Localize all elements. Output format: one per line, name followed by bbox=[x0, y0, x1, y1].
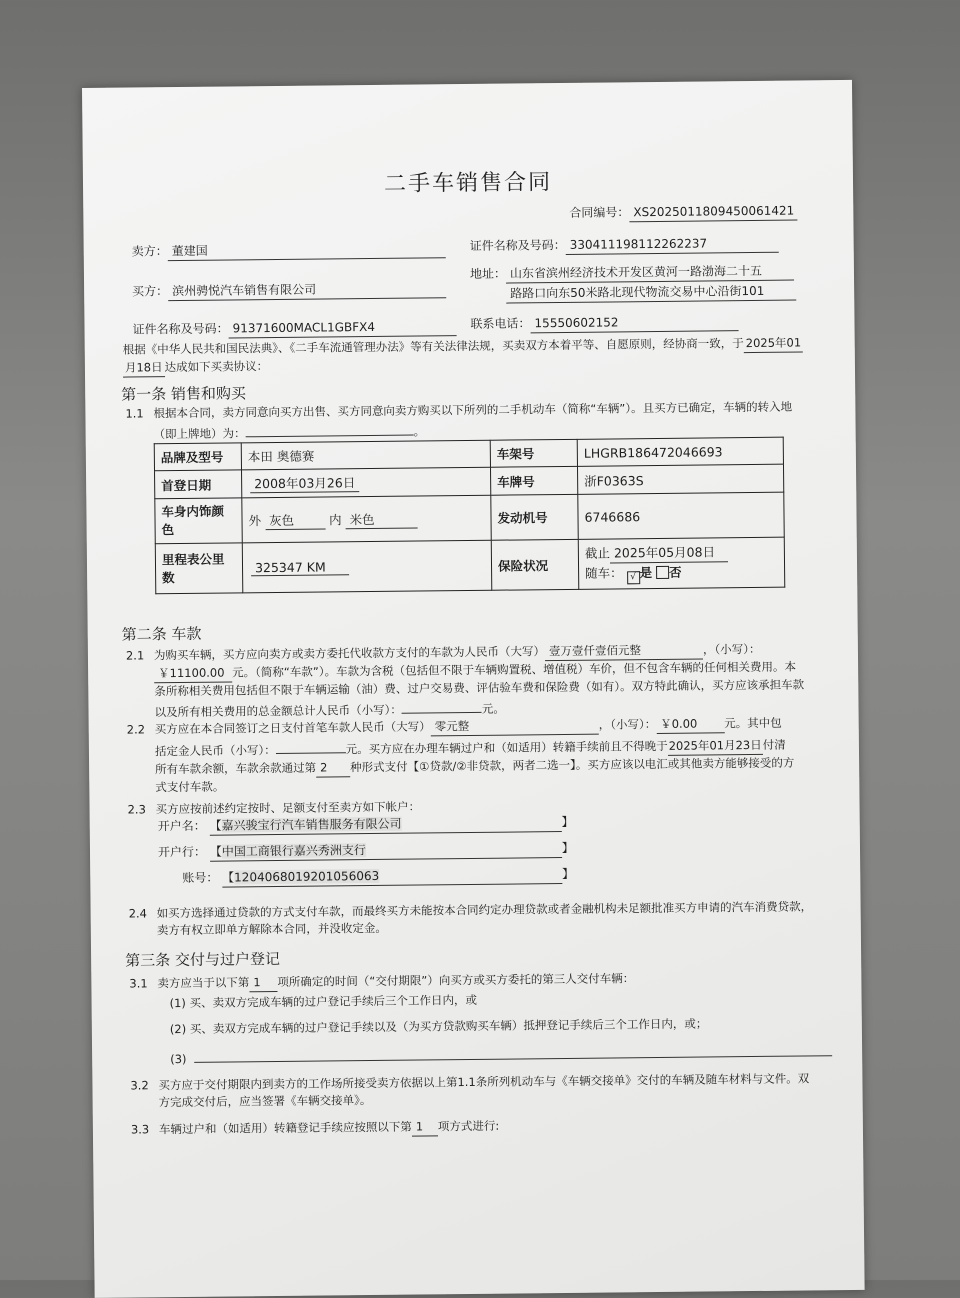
account-name-field bbox=[209, 814, 561, 836]
clause-2-4-text-a: 如买方选择通过贷款的方式支付车款，而最终买方未能按本合同约定办理贷款或者金融机构未足额批准买方申请的汽车消费贷款， bbox=[156, 899, 813, 921]
seller-id-row bbox=[470, 235, 779, 256]
clause-2-1-text-a: 为购买车辆，买方应向卖方或卖方委托代收款方支付的车款为人民币（大写） bbox=[153, 644, 545, 663]
buyer-id-label: 证件名称及号码： bbox=[132, 321, 229, 337]
clause-2-2-text-e: 元。买方应在办理车辆过户和（如适用）转籍手续前且不得晚于 bbox=[345, 738, 668, 757]
clause-3-1-number: 3.1 bbox=[129, 976, 148, 991]
phone: 15550602152 bbox=[530, 313, 738, 333]
clause-3-3-text-b: 项方式进行: bbox=[437, 1118, 500, 1134]
price-numeric: ￥11100.00 bbox=[154, 664, 232, 683]
clause-2-3-text: 买方应按前述约定按时、足额支付至卖方如下帐户： bbox=[155, 799, 421, 817]
insurance-cell bbox=[578, 537, 785, 589]
account-bank: 中国工商银行嘉兴秀洲支行 bbox=[221, 843, 366, 859]
clause-1-1-text-a: 根据本合同，卖方同意向买方出售、买方同意向卖方购买以下所列的二手机动车（简称“车辆”）。且买方已确定，车辆的转入地 bbox=[153, 399, 793, 421]
article-2-title: 第二条 车款 bbox=[121, 624, 202, 644]
yes-checkbox[interactable]: √ bbox=[627, 571, 640, 584]
clause-2-2 bbox=[155, 714, 836, 796]
first-payment-uppercase: 零元整 bbox=[431, 717, 599, 737]
bracket-left: 【 bbox=[209, 818, 222, 833]
exterior-color: 灰色 bbox=[265, 510, 325, 530]
address-label: 地址： bbox=[469, 266, 507, 281]
delivery-option-1: (1) 买、卖双方完成车辆的过户登记手续后三个工作日内，或 bbox=[169, 992, 478, 1011]
account-number-label: 账号： bbox=[182, 870, 219, 885]
engine-value: 6746686 bbox=[578, 492, 784, 539]
phone-label: 联系电话： bbox=[470, 316, 531, 331]
clause-3-1 bbox=[157, 970, 634, 993]
delivery-choice: 1 bbox=[249, 974, 277, 992]
clause-2-1-text-c: 元。（简称“车款”）。车款为含税（包括但不限于车辆购置税、增值税）车价，但不包含车辆的任何相关费用。本 bbox=[232, 659, 797, 680]
bracket-left: 【 bbox=[222, 870, 235, 885]
color-cell bbox=[242, 495, 491, 543]
account-name: 嘉兴骏宝行汽车销售服务有限公司 bbox=[221, 816, 402, 833]
mileage-value: 325347 KM bbox=[251, 559, 349, 576]
article-3-title: 第三条 交付与过户登记 bbox=[125, 949, 281, 970]
clause-2-4-number: 2.4 bbox=[128, 906, 148, 921]
reg-date-cell bbox=[242, 467, 491, 498]
reg-date-value: 2008年03月26日 bbox=[250, 473, 359, 493]
insurance-date: 2025年05月08日 bbox=[610, 542, 728, 563]
clause-2-4-text-b: 卖方有权立即单方解除本合同，并没收定金。 bbox=[156, 920, 387, 938]
contract-title: 二手车销售合同 bbox=[383, 170, 553, 197]
clause-3-3 bbox=[159, 1118, 500, 1140]
vin-value: LHGRB186472046693 bbox=[577, 437, 783, 466]
account-number: 1204068019201056063 bbox=[234, 868, 380, 885]
bracket-right: 】 bbox=[562, 866, 575, 882]
color-label: 车身内饰颜色 bbox=[155, 498, 242, 544]
account-bank-row bbox=[158, 840, 574, 862]
address-row-2 bbox=[506, 283, 796, 304]
with-car-label: 随车： bbox=[585, 565, 623, 581]
address-row bbox=[470, 263, 794, 284]
clause-2-1-number: 2.1 bbox=[125, 648, 145, 663]
clause-2-2-text-c: 元。其中包 bbox=[724, 715, 782, 731]
clause-2-1-text-e: 以及所有相关费用的总金额总计人民币（小写）： bbox=[154, 702, 402, 720]
insurance-prefix: 截止 bbox=[584, 545, 610, 561]
clause-3-3-text-a: 车辆过户和（如适用）转籍登记手续应按照以下第 bbox=[158, 1119, 412, 1137]
account-bank-label: 开户行： bbox=[157, 844, 207, 860]
address-line-2: 路路口向东50米路北现代物流交易中心沿街101 bbox=[506, 283, 796, 304]
clause-2-2-text-g: 所有车款余额，车款余款通过第 bbox=[155, 760, 317, 777]
clause-2-2-text-a: 买方应在本合同签订之日支付首笔车款人民币（大写） bbox=[154, 719, 431, 737]
contract-number-row bbox=[569, 203, 797, 223]
contract-paper bbox=[82, 80, 865, 1298]
table-row bbox=[155, 492, 784, 544]
seller-id-label: 证件名称及号码： bbox=[469, 237, 566, 253]
brand-label: 品牌及型号 bbox=[154, 443, 241, 471]
buyer-id-row bbox=[132, 318, 456, 339]
payment-method: 2 bbox=[316, 759, 350, 777]
account-number-field bbox=[222, 866, 562, 888]
bracket-left: 【 bbox=[209, 844, 222, 859]
account-name-row bbox=[158, 814, 574, 836]
bracket-right: 】 bbox=[561, 840, 574, 856]
preamble-date-b: 月18日 bbox=[123, 359, 165, 377]
clause-2-1-text-d: 条所称相关费用包括但不限于车辆运输（油）费、过户交易费、评估验车费和保险费（如有）。双方特此确认，买方应该承担车款 bbox=[154, 677, 805, 699]
mileage-label: 里程表公里数 bbox=[155, 543, 243, 594]
account-name-label: 开户名： bbox=[157, 818, 206, 834]
clause-3-2-text-b: 方完成交付后，应当签署《车辆交接单》。 bbox=[158, 1093, 372, 1110]
clause-1-1-text-c: 。 bbox=[413, 424, 426, 439]
clause-2-2-text-f: 付清 bbox=[762, 737, 786, 752]
clause-1-1-text-b: （即上牌地）为： bbox=[153, 426, 246, 442]
clause-2-4 bbox=[157, 898, 837, 939]
clause-3-3-number: 3.3 bbox=[130, 1122, 150, 1137]
phone-row bbox=[470, 313, 738, 334]
delivery-option-2: (2) 买、卖双方完成车辆的过户登记手续以及（为买方贷款购买车辆）抵押登记手续后三个工作日内，或； bbox=[169, 1016, 708, 1037]
table-row bbox=[155, 537, 784, 594]
buyer-label: 买方： bbox=[132, 284, 169, 299]
deposit-amount bbox=[276, 737, 346, 754]
clause-3-2-text-a: 买方应于交付期限内到卖方的工作场所接受卖方依据以上第1.1条所列机动车与《车辆交接单》交付的车辆及随车材料与文件。双 bbox=[158, 1071, 810, 1093]
delivery-option-3-blank bbox=[194, 1040, 832, 1063]
clause-2-2-text-d: 括定金人民币（小写）： bbox=[154, 743, 276, 759]
payment-due-date: 2025年01月23日 bbox=[668, 737, 763, 756]
clause-3-2-number: 3.2 bbox=[130, 1078, 149, 1093]
contract-number-label: 合同编号： bbox=[569, 205, 630, 220]
article-1-title: 第一条 销售和购买 bbox=[121, 384, 247, 404]
insurance-label: 保险状况 bbox=[491, 539, 579, 590]
clause-3-1-text-a: 卖方应当于以下第 bbox=[157, 975, 250, 991]
clause-2-1-text-b: ，（小写）： bbox=[702, 641, 761, 657]
clause-1-1-number: 1.1 bbox=[125, 406, 144, 421]
yes-label: 是 bbox=[639, 565, 653, 581]
contract-number: XS2025011809450061421 bbox=[629, 203, 797, 223]
clause-2-3-number: 2.3 bbox=[127, 802, 146, 817]
account-bank-field bbox=[210, 840, 562, 862]
reg-date-label: 首登日期 bbox=[155, 470, 242, 499]
vehicle-info-table bbox=[154, 437, 786, 595]
total-amount bbox=[402, 697, 482, 714]
clause-3-1-text-b: 项所确定的时间（“交付期限”）向买方或买方委托的第三人交付车辆： bbox=[277, 971, 635, 990]
preamble-text-2: 达成如下买卖协议： bbox=[164, 359, 269, 375]
engine-label: 发动机号 bbox=[491, 494, 578, 540]
bracket-right: 】 bbox=[561, 814, 574, 830]
mileage-cell bbox=[242, 540, 492, 593]
clause-2-2-text-b: ，（小写）： bbox=[598, 717, 657, 732]
plate-label: 车牌号 bbox=[490, 466, 577, 495]
interior-prefix: 内 bbox=[328, 511, 342, 527]
buyer-row bbox=[132, 280, 446, 301]
price-uppercase: 壹万壹仟壹佰元整 bbox=[545, 642, 703, 662]
preamble-text-1: 根据《中华人民共和国民法典》、《二手车流通管理办法》等有关法律法规，买卖双方本着平等、自愿原则，经协商一致，于 bbox=[122, 336, 744, 357]
first-payment-numeric: ￥0.00 bbox=[656, 715, 724, 734]
preamble-date-a: 2025年01 bbox=[744, 334, 804, 353]
seller-id: 330411198112262237 bbox=[566, 235, 779, 255]
transfer-choice: 1 bbox=[412, 1118, 438, 1136]
delivery-option-3: (3) bbox=[170, 1051, 187, 1067]
clause-2-1-text-f: 元。 bbox=[481, 701, 505, 716]
seller-name: 董建国 bbox=[168, 240, 446, 261]
seller-label: 卖方： bbox=[131, 244, 168, 259]
no-checkbox[interactable] bbox=[656, 566, 669, 579]
plate-value: 浙F0363S bbox=[577, 464, 783, 494]
account-number-row bbox=[170, 866, 574, 888]
buyer-name: 滨州骋悦汽车销售有限公司 bbox=[168, 280, 446, 301]
exterior-prefix: 外 bbox=[248, 512, 262, 528]
seller-row bbox=[132, 240, 446, 261]
clause-2-2-text-h: 种形式支付【①贷款/②非贷款，两者二选一】。买方应该以电汇或其他卖方能够接受的方 bbox=[350, 755, 795, 775]
clause-2-2-text-i: 式支付车款。 bbox=[155, 779, 225, 795]
clause-2-2-number: 2.2 bbox=[126, 722, 146, 737]
registration-place bbox=[245, 420, 413, 438]
clause-3-2 bbox=[158, 1070, 838, 1111]
clause-2-1 bbox=[154, 640, 835, 721]
buyer-id: 91371600MACL1GBFX4 bbox=[228, 318, 456, 338]
no-label: 否 bbox=[669, 564, 682, 580]
vin-label: 车架号 bbox=[490, 439, 577, 467]
brand-value: 本田 奥德赛 bbox=[241, 440, 490, 470]
interior-color: 米色 bbox=[345, 509, 417, 529]
preamble bbox=[123, 334, 823, 377]
address-line-1: 山东省滨州经济技术开发区黄河一路渤海二十五 bbox=[506, 263, 794, 284]
delivery-option-3-row bbox=[170, 1040, 832, 1068]
